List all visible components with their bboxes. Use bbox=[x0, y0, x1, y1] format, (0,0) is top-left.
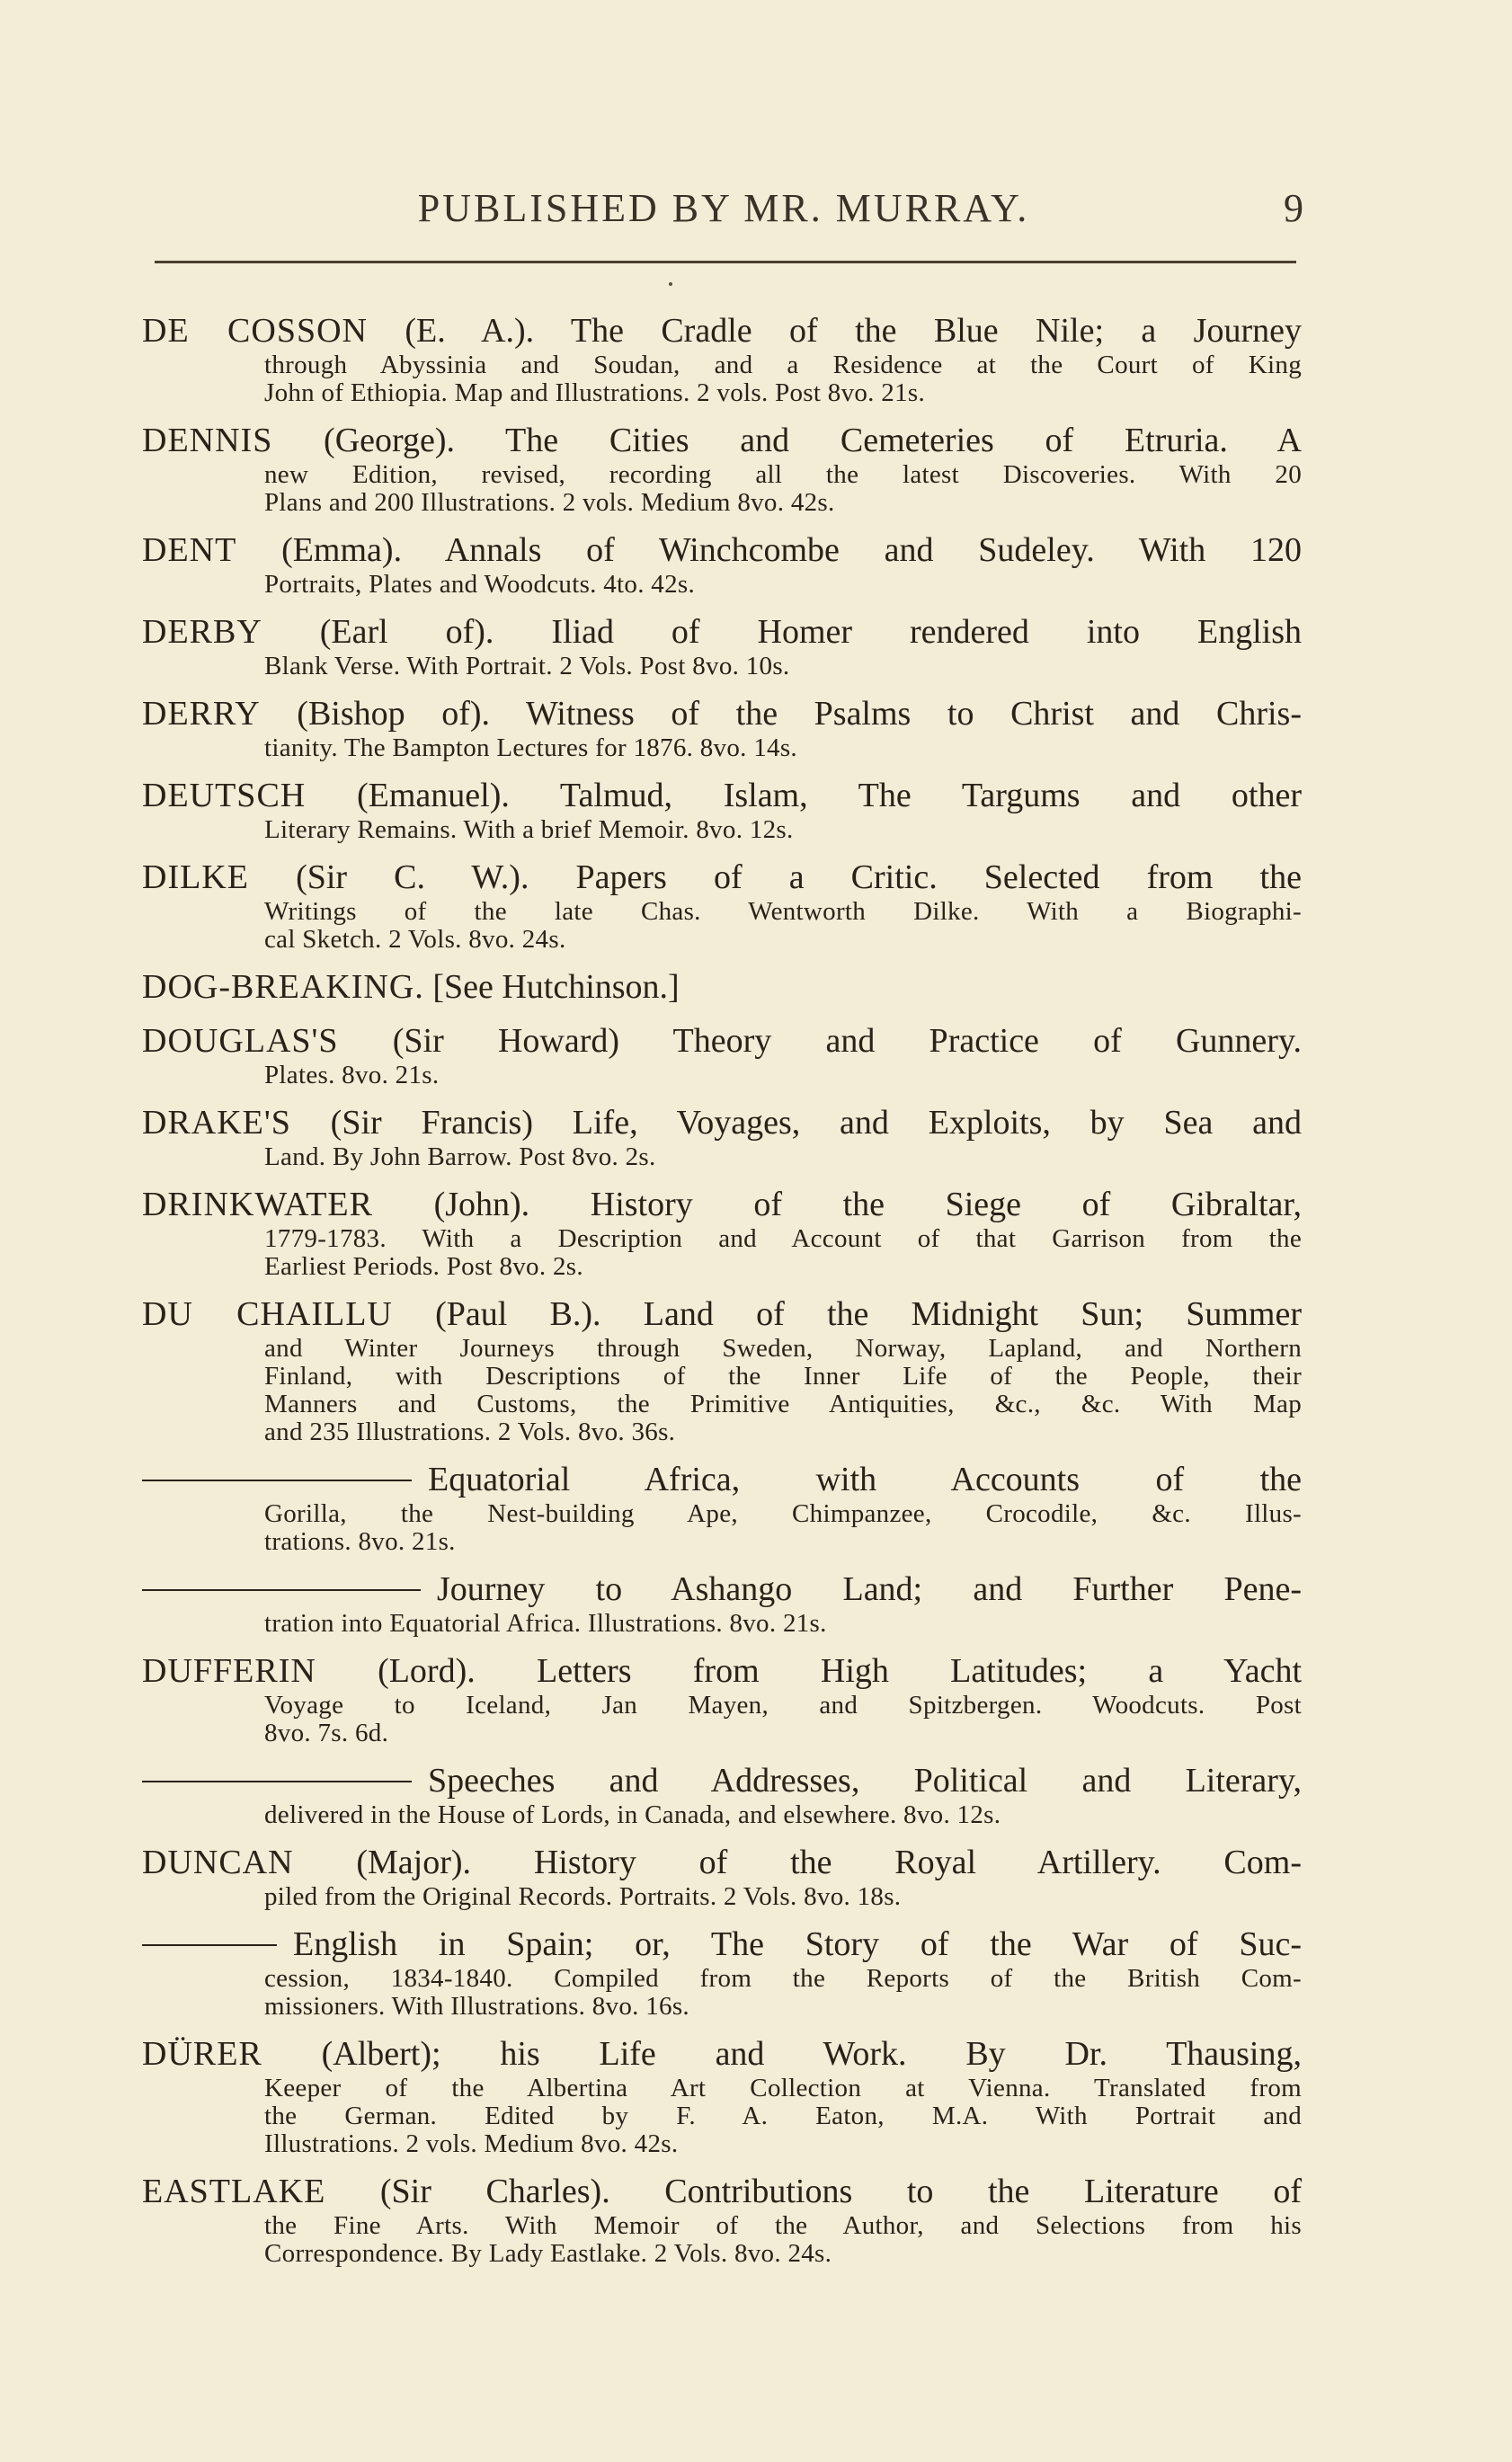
running-header bbox=[144, 185, 1303, 239]
catalogue-entry bbox=[142, 1569, 1302, 1638]
entry-heading-line bbox=[142, 1924, 1302, 1965]
rule-ornament bbox=[669, 282, 672, 286]
entry-author-name: DE COSSON bbox=[142, 312, 368, 350]
description-line: tianity. The Bampton Lectures for 1876. 8vo. 14s. bbox=[264, 733, 797, 762]
entry-heading-line bbox=[142, 2171, 1302, 2212]
ditto-dash bbox=[142, 1589, 421, 1591]
description-line: 1779-1783. With a Description and Account of that Garrison from the bbox=[264, 1224, 1302, 1253]
description-line: Earliest Periods. Post 8vo. 2s. bbox=[264, 1252, 583, 1281]
catalogue-entry bbox=[142, 693, 1302, 762]
description-line: John of Ethiopia. Map and Illustrations. 2 vols. Post 8vo. 21s. bbox=[264, 378, 926, 407]
description-line: delivered in the House of Lords, in Canada, and elsewhere. 8vo. 12s. bbox=[264, 1800, 1001, 1829]
entry-description bbox=[264, 1610, 1302, 1638]
description-line: cession, 1834-1840. Compiled from the Reports of the British Com- bbox=[264, 1964, 1302, 1993]
entry-description bbox=[264, 1225, 1302, 1281]
entry-title-text: (George). The Cities and Cemeteries of Etruria. A bbox=[272, 422, 1302, 459]
entry-description bbox=[264, 1062, 1302, 1089]
entry-heading-line bbox=[142, 1842, 1302, 1883]
description-line: tration into Equatorial Africa. Illustrations. 8vo. 21s. bbox=[264, 1609, 827, 1638]
description-line: piled from the Original Records. Portraits. 2 Vols. 8vo. 18s. bbox=[264, 1882, 902, 1911]
entry-description bbox=[264, 1965, 1302, 2021]
catalogue-entry bbox=[142, 1020, 1302, 1089]
description-line: Finland, with Descriptions of the Inner Life of the People, their bbox=[264, 1362, 1302, 1391]
entry-title-text: English in Spain; or, The Story of the War of Suc- bbox=[293, 1925, 1302, 1963]
catalogue-entry bbox=[142, 1459, 1302, 1556]
description-line: Writings of the late Chas. Wentworth Dilke. With a Biographi- bbox=[264, 897, 1302, 926]
entry-description bbox=[264, 2075, 1302, 2158]
ditto-dash bbox=[142, 1781, 412, 1782]
catalogue-entry bbox=[142, 775, 1302, 844]
entry-title-text: Journey to Ashango Land; and Further Pene- bbox=[437, 1570, 1302, 1608]
entry-heading-line bbox=[142, 420, 1302, 461]
description-line: 8vo. 7s. 6d. bbox=[264, 1719, 389, 1747]
entry-heading-line bbox=[142, 1760, 1302, 1801]
header-rule bbox=[155, 261, 1296, 263]
description-line: Illustrations. 2 vols. Medium 8vo. 42s. bbox=[264, 2129, 679, 2158]
entry-title-text: (E. A.). The Cradle of the Blue Nile; a Journey bbox=[368, 312, 1302, 350]
entry-author-name: DENT bbox=[142, 531, 237, 569]
entry-title-text: (Earl of). Iliad of Homer rendered into English bbox=[262, 613, 1302, 651]
entry-title-text: (Sir Howard) Theory and Practice of Gunnery. bbox=[338, 1022, 1302, 1060]
description-line: Land. By John Barrow. Post 8vo. 2s. bbox=[264, 1142, 656, 1171]
catalogue-entry bbox=[142, 420, 1302, 517]
entry-title-text: (Albert); his Life and Work. By Dr. Thausing, bbox=[262, 2035, 1302, 2073]
description-line: trations. 8vo. 21s. bbox=[264, 1527, 456, 1556]
entry-heading-line bbox=[142, 611, 1302, 653]
header-title: PUBLISHED BY MR. MURRAY. bbox=[417, 186, 1030, 230]
entry-heading-line bbox=[142, 529, 1302, 571]
entry-author-name: DUFFERIN bbox=[142, 1652, 316, 1690]
entry-author-name: DÜRER bbox=[142, 2035, 262, 2073]
entry-title-text: (Sir C. W.). Papers of a Critic. Selected from the bbox=[248, 858, 1302, 896]
entry-description bbox=[264, 2212, 1302, 2268]
catalogue-entry bbox=[142, 966, 1302, 1008]
entry-author-name: DILKE bbox=[142, 858, 249, 896]
entry-heading-line bbox=[142, 857, 1302, 898]
catalogue-entry bbox=[142, 611, 1302, 680]
description-line: Plans and 200 Illustrations. 2 vols. Medium 8vo. 42s. bbox=[264, 488, 835, 517]
entry-description bbox=[264, 1500, 1302, 1556]
entry-title-text: (Sir Charles). Contributions to the Literature of bbox=[325, 2173, 1302, 2210]
entry-title-text: (Major). History of the Royal Artillery. Com- bbox=[293, 1844, 1302, 1881]
description-line: Plates. 8vo. 21s. bbox=[264, 1061, 440, 1089]
entry-heading-line bbox=[142, 966, 1302, 1008]
entry-description bbox=[264, 898, 1302, 954]
entry-heading-line bbox=[142, 1293, 1302, 1335]
entry-description bbox=[264, 653, 1302, 680]
entry-heading-line bbox=[142, 310, 1302, 351]
entry-description bbox=[264, 351, 1302, 407]
entry-author-name: DUNCAN bbox=[142, 1844, 294, 1881]
description-line: missioners. With Illustrations. 8vo. 16s. bbox=[264, 1992, 689, 2021]
ditto-dash bbox=[142, 1480, 412, 1481]
entry-title-text: (Emanuel). Talmud, Islam, The Targums and other bbox=[306, 777, 1302, 814]
entry-heading-line bbox=[142, 1184, 1302, 1225]
catalogue-entries bbox=[142, 310, 1302, 2280]
description-line: Manners and Customs, the Primitive Antiquities, &c., &c. With Map bbox=[264, 1390, 1302, 1418]
entry-description bbox=[264, 1335, 1302, 1446]
entry-description bbox=[264, 1692, 1302, 1747]
catalogue-entry bbox=[142, 2033, 1302, 2158]
entry-author-name: DERBY bbox=[142, 613, 262, 651]
entry-heading-line bbox=[142, 1650, 1302, 1692]
entry-title-text: Speeches and Addresses, Political and Literary, bbox=[428, 1762, 1302, 1800]
entry-heading-line bbox=[142, 1020, 1302, 1062]
description-line: Blank Verse. With Portrait. 2 Vols. Post 8vo. 10s. bbox=[264, 652, 790, 680]
catalogue-entry bbox=[142, 1293, 1302, 1446]
description-line: and 235 Illustrations. 2 Vols. 8vo. 36s. bbox=[264, 1418, 676, 1446]
entry-heading-line bbox=[142, 1102, 1302, 1143]
description-line: new Edition, revised, recording all the latest Discoveries. With 20 bbox=[264, 460, 1302, 489]
catalogue-entry bbox=[142, 1760, 1302, 1829]
description-line: Voyage to Iceland, Jan Mayen, and Spitzbergen. Woodcuts. Post bbox=[264, 1691, 1302, 1720]
entry-title-text: (Lord). Letters from High Latitudes; a Yacht bbox=[316, 1652, 1302, 1690]
description-line: the German. Edited by F. A. Eaton, M.A. With Portrait and bbox=[264, 2102, 1302, 2130]
catalogue-entry bbox=[142, 857, 1302, 954]
catalogue-entry bbox=[142, 529, 1302, 599]
entry-description bbox=[264, 816, 1302, 844]
ditto-dash bbox=[142, 1944, 277, 1946]
entry-author-name: DOG-BREAKING. bbox=[142, 968, 424, 1006]
entry-author-name: DU CHAILLU bbox=[142, 1295, 393, 1333]
description-line: Gorilla, the Nest-building Ape, Chimpanzee, Crocodile, &c. Illus- bbox=[264, 1499, 1302, 1528]
entry-title-text: (Paul B.). Land of the Midnight Sun; Summer bbox=[392, 1295, 1302, 1333]
description-line: cal Sketch. 2 Vols. 8vo. 24s. bbox=[264, 925, 566, 954]
entry-title-text: [See Hutchinson.] bbox=[423, 968, 680, 1006]
entry-description bbox=[264, 1883, 1302, 1911]
entry-description bbox=[264, 461, 1302, 517]
description-line: and Winter Journeys through Sweden, Norway, Lapland, and Northern bbox=[264, 1334, 1302, 1363]
entry-title-text: (Bishop of). Witness of the Psalms to Christ and Chris- bbox=[260, 695, 1302, 733]
entry-author-name: DEUTSCH bbox=[142, 777, 307, 814]
catalogue-entry bbox=[142, 310, 1302, 407]
description-line: Keeper of the Albertina Art Collection at Vienna. Translated from bbox=[264, 2074, 1302, 2102]
catalogue-entry bbox=[142, 1184, 1302, 1281]
entry-author-name: DERRY bbox=[142, 695, 261, 733]
description-line: through Abyssinia and Soudan, and a Residence at the Court of King bbox=[264, 351, 1302, 379]
entry-heading-line bbox=[142, 2033, 1302, 2075]
entry-title-text: (Emma). Annals of Winchcombe and Sudeley. With 120 bbox=[236, 531, 1302, 569]
entry-author-name: DRINKWATER bbox=[142, 1186, 373, 1223]
entry-heading-line bbox=[142, 1459, 1302, 1500]
entry-description bbox=[264, 571, 1302, 599]
entry-title-text: (John). History of the Siege of Gibraltar, bbox=[372, 1186, 1302, 1223]
entry-description bbox=[264, 734, 1302, 762]
entry-title-text: Equatorial Africa, with Accounts of the bbox=[428, 1461, 1302, 1498]
catalogue-entry bbox=[142, 1650, 1302, 1747]
entry-author-name: DRAKE'S bbox=[142, 1104, 291, 1142]
page-number: 9 bbox=[1284, 186, 1303, 230]
entry-heading-line bbox=[142, 775, 1302, 816]
entry-title-text: (Sir Francis) Life, Voyages, and Exploits, by Sea and bbox=[290, 1104, 1302, 1142]
entry-author-name: EASTLAKE bbox=[142, 2173, 326, 2210]
description-line: the Fine Arts. With Memoir of the Author, and Selections from his bbox=[264, 2211, 1302, 2240]
catalogue-entry bbox=[142, 1842, 1302, 1911]
entry-description bbox=[264, 1143, 1302, 1171]
entry-heading-line bbox=[142, 1569, 1302, 1610]
description-line: Portraits, Plates and Woodcuts. 4to. 42s. bbox=[264, 570, 696, 599]
catalogue-entry bbox=[142, 1924, 1302, 2021]
entry-author-name: DOUGLAS'S bbox=[142, 1022, 339, 1060]
catalogue-entry bbox=[142, 1102, 1302, 1171]
entry-heading-line bbox=[142, 693, 1302, 734]
description-line: Literary Remains. With a brief Memoir. 8vo. 12s. bbox=[264, 815, 794, 844]
entry-description bbox=[264, 1801, 1302, 1829]
description-line: Correspondence. By Lady Eastlake. 2 Vols. 8vo. 24s. bbox=[264, 2239, 832, 2268]
entry-author-name: DENNIS bbox=[142, 422, 273, 459]
catalogue-entry bbox=[142, 2171, 1302, 2268]
